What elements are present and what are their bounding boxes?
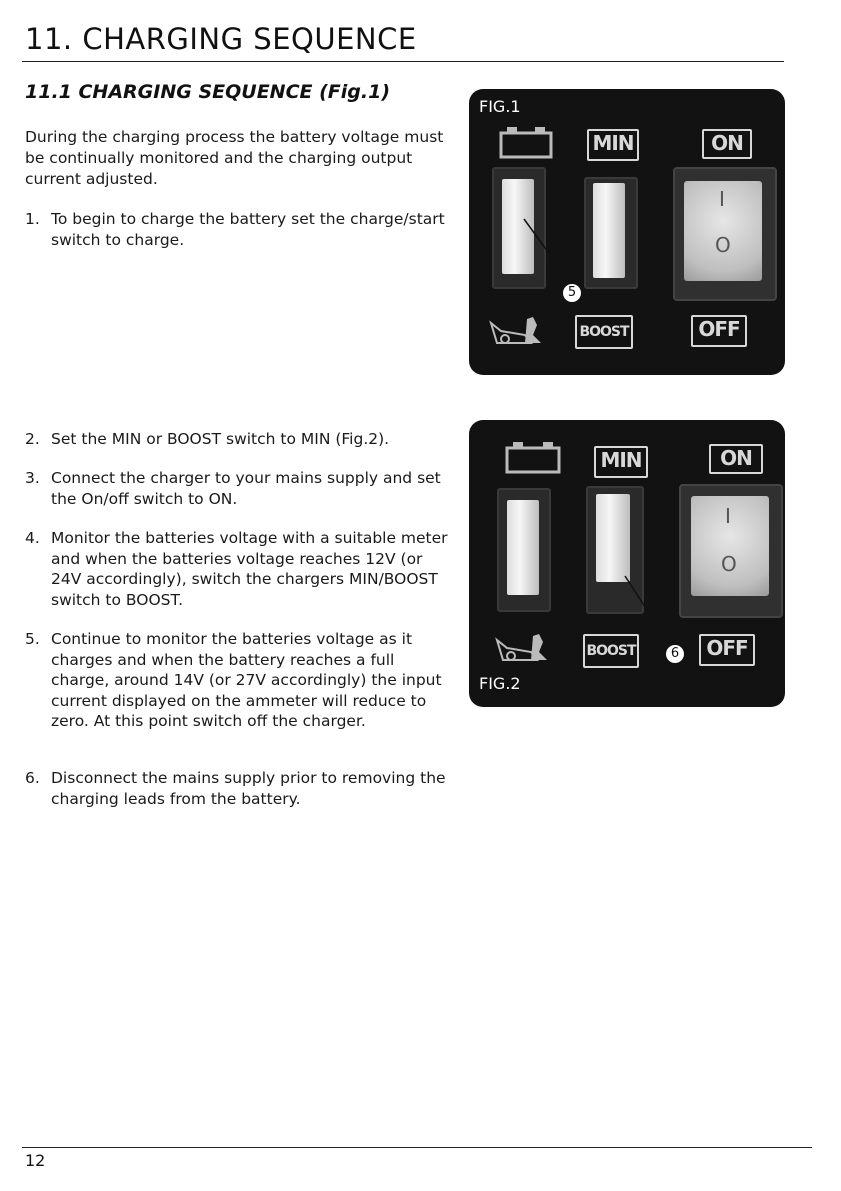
page-title: 11. CHARGING SEQUENCE: [25, 22, 417, 56]
min-label: MIN: [594, 446, 648, 478]
power-on-mark: I: [719, 187, 725, 211]
callout-6: 6: [665, 644, 685, 664]
step-text: Continue to monitor the batteries voltage as it charges and when the battery reaches a full charge, around 14V (or 27V accordingly) the input current displayed on the ammeter will reduce to zero. At this point switch off the charger.: [51, 630, 442, 730]
step-number: 2.: [25, 430, 40, 448]
step-text: Disconnect the mains supply prior to removing the charging leads from the battery.: [51, 769, 446, 808]
step-number: 4.: [25, 529, 40, 547]
off-label: OFF: [691, 315, 747, 347]
step-number: 6.: [25, 769, 40, 787]
step-number: 3.: [25, 469, 40, 487]
callout-5: 5: [562, 283, 582, 303]
power-off-mark: O: [721, 552, 737, 576]
step-text: Connect the charger to your mains supply and set the On/off switch to ON.: [51, 469, 441, 508]
lawn-mower-icon: [493, 630, 555, 666]
step-3: [25, 468, 450, 509]
power-on-mark: I: [725, 504, 731, 528]
section-heading: 11.1 CHARGING SEQUENCE (Fig.1): [25, 81, 391, 103]
figure-2-photo: [469, 420, 785, 707]
figure-label: FIG.1: [479, 97, 521, 116]
on-label: ON: [702, 129, 752, 159]
title-divider: [22, 61, 784, 62]
figure-label: FIG.2: [479, 674, 521, 693]
off-label: OFF: [699, 634, 755, 666]
page-number: 12: [25, 1151, 46, 1170]
lawn-mower-icon: [487, 313, 549, 349]
power-off-mark: O: [715, 233, 731, 257]
step-number: 1.: [25, 210, 40, 228]
step-text: To begin to charge the battery set the charge/start switch to charge.: [51, 210, 445, 249]
step-2: [25, 429, 450, 450]
figure-1-photo: [469, 89, 785, 375]
footer-divider: [22, 1147, 812, 1148]
intro-paragraph: During the charging process the battery voltage must be continually monitored and the charging output current adjusted.: [25, 128, 444, 188]
on-label: ON: [709, 444, 763, 474]
step-number: 5.: [25, 630, 40, 648]
boost-label: BOOST: [583, 634, 639, 668]
step-text: Monitor the batteries voltage with a suitable meter and when the batteries voltage reaches 12V (or 24V accordingly), switch the chargers MIN/BOOST switch to BOOST.: [51, 529, 448, 609]
step-text: Set the MIN or BOOST switch to MIN (Fig.2).: [51, 430, 390, 448]
step-6: [25, 768, 450, 809]
min-label: MIN: [587, 129, 639, 161]
step-4: [25, 528, 450, 610]
step-5: [25, 629, 450, 732]
step-1: [25, 209, 450, 250]
boost-label: BOOST: [575, 315, 633, 349]
